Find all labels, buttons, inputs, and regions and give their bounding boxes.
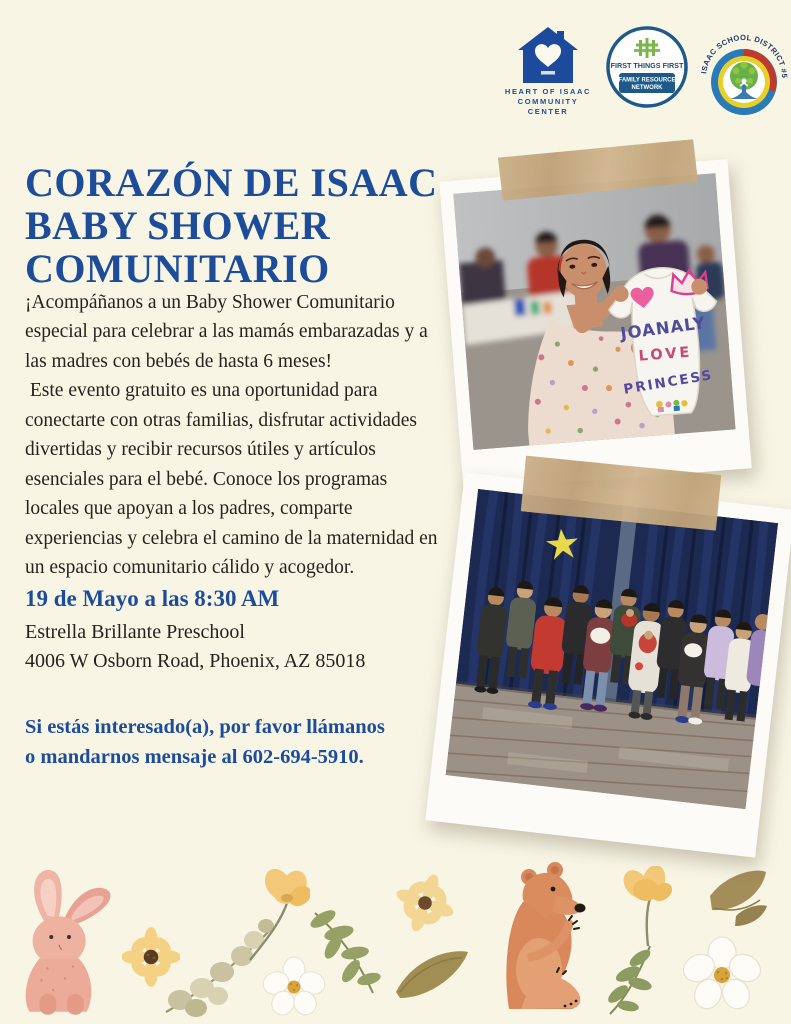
title-line-2: BABY SHOWER [25, 202, 331, 248]
heart-of-isaac-caption-2: COMMUNITY CENTER [517, 97, 579, 117]
heart-of-isaac-logo [500, 26, 596, 117]
yellow-daisy-2-icon [396, 870, 454, 934]
contact-line-1: Si estás interesado(a), por favor llámanos [25, 716, 385, 738]
green-sprig-icon [598, 940, 660, 1018]
intro-paragraph-2: Este evento gratuito es una oportunidad para conectarte con otras familias, disfrutar actividades divertidas y recibir recursos útiles y artículos esenciales para el bebé. Conoce los programas locales que apoyan a los padres, comparte experiencias y celebra el camino de la maternidad en un espacio comunitario cálido y acogedor. [25, 380, 443, 578]
group-photo-illustration [445, 489, 778, 809]
intro-text [25, 288, 445, 582]
first-things-first-badge-icon [606, 26, 688, 108]
green-leaf-branch-icon [303, 905, 381, 997]
olive-leaf-icon [390, 940, 474, 1002]
teddy-bear-icon [493, 860, 595, 1014]
page-title [25, 161, 455, 291]
white-flower-2-icon [682, 936, 762, 1016]
event-datetime: 19 de Mayo a las 8:30 AM [25, 586, 280, 611]
event-address: 4006 W Osborn Road, Phoenix, AZ 85018 [25, 650, 366, 672]
contact-line-2: o mandarnos mensaje al 602-694-5910. [25, 746, 364, 769]
ftf-band-text-2: NETWORK [631, 85, 663, 91]
first-things-first-logo [606, 26, 688, 108]
contact-info [25, 712, 455, 772]
title-line-1: CORAZÓN DE ISAAC [25, 159, 438, 205]
onesie-word-1: JOANALY [619, 313, 708, 344]
ftf-band-text-1: FAMILY RESOURCE [618, 77, 676, 84]
district-arc-text: ISAAC SCHOOL DISTRICT #5 [699, 32, 790, 79]
heart-of-isaac-caption-1: HEART OF ISAAC [504, 87, 592, 96]
title-line-3: COMUNITARIO [25, 246, 330, 292]
event-venue: Estrella Brillante Preschool [25, 621, 245, 643]
photo-mom-with-onesie [439, 159, 751, 491]
onesie-word-3: PRINCESS [622, 367, 715, 398]
brown-leaves-icon [700, 866, 770, 936]
school-district-seal-icon [698, 26, 790, 118]
mom-photo-illustration [453, 173, 735, 450]
event-details [25, 586, 445, 676]
isaac-school-district-logo [698, 26, 790, 118]
intro-paragraph-1: ¡Acompáñanos a un Baby Shower Comunitario especial para celebrar a las mamás embarazadas y a las madres con bebés de hasta 6 meses! [25, 292, 433, 372]
house-heart-icon [510, 26, 586, 84]
bunny-plush-icon [8, 860, 126, 1016]
photo-group-on-stage [425, 472, 791, 857]
yellow-poppy-2-icon [610, 866, 676, 948]
ftf-title-text: FIRST THINGS FIRST [610, 61, 684, 70]
yellow-poppy-icon [238, 866, 310, 962]
logo-row [500, 26, 790, 121]
onesie-word-2: LOVE [638, 344, 693, 365]
